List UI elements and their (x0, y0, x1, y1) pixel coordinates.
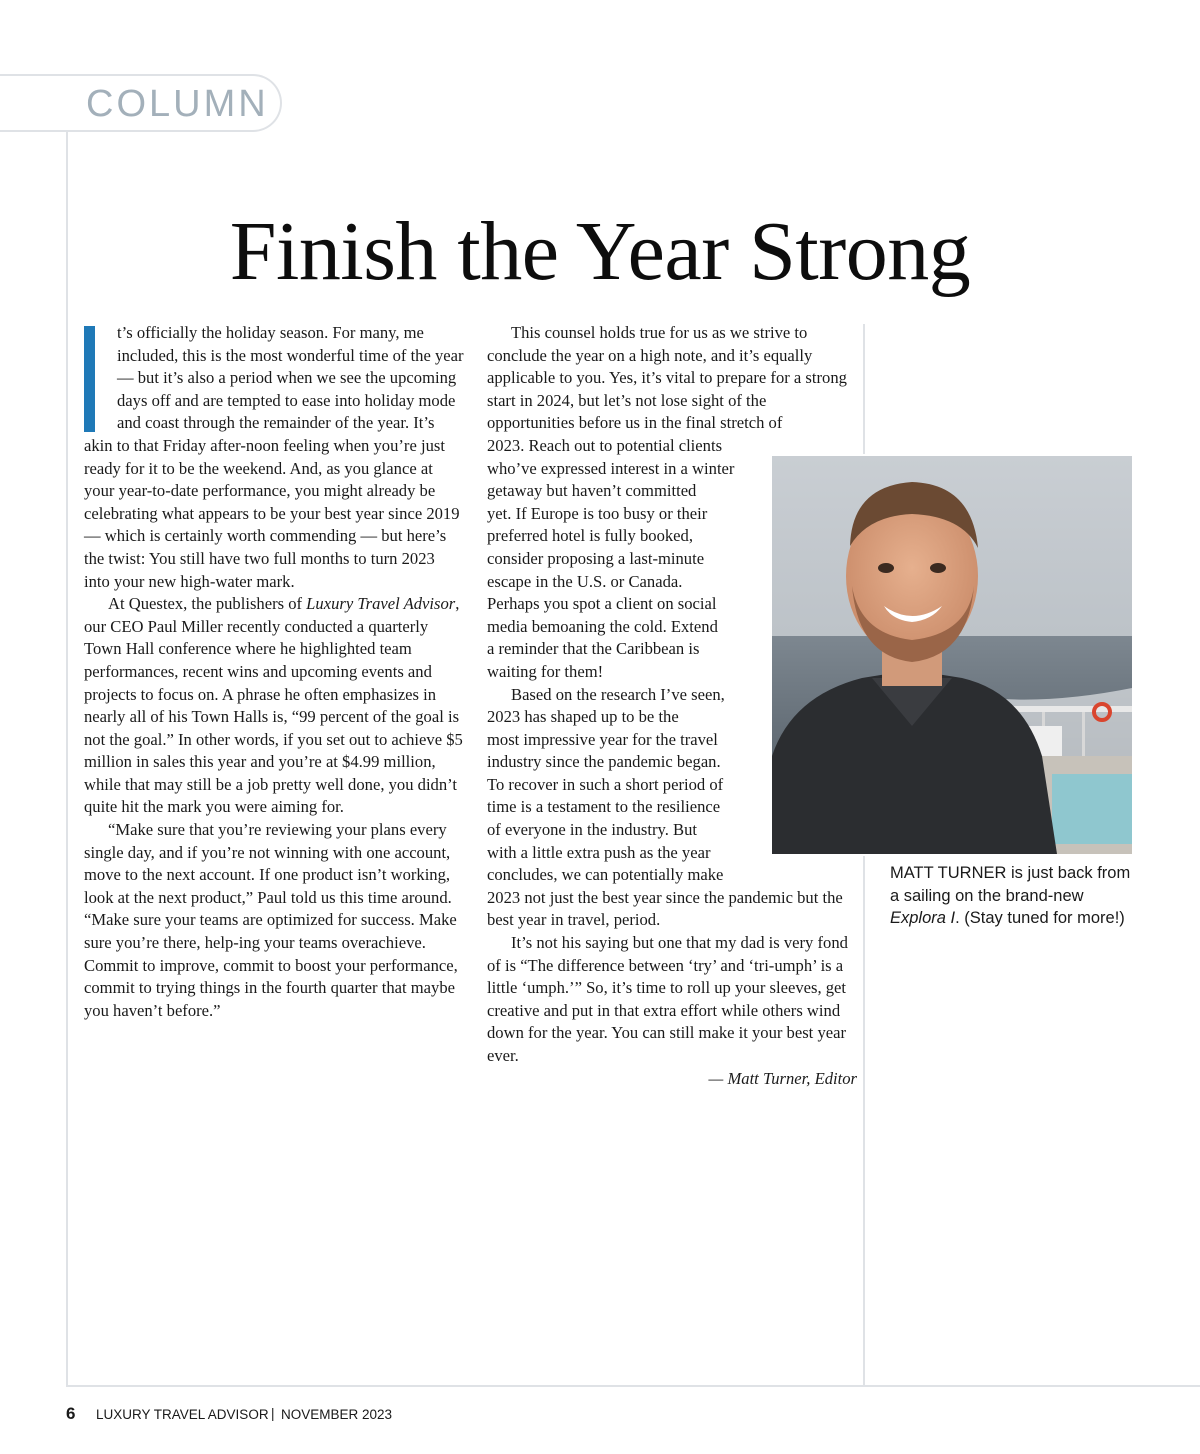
wrapped-line: of everyone in the industry. But (487, 820, 697, 840)
wrapped-line: To recover in such a short period of (487, 774, 724, 794)
wrapped-line: who’ve expressed interest in a winter (487, 458, 735, 478)
quote-paragraph: “Make sure that you’re reviewing your plans every single day, and if you’re not winning with one account, move to the next account. If one product isn’t working, look at the next product,” Paul told us this time around. “Make sure your teams are optimized for success. Make sure you’re there, help-ing your teams overachieve. Commit to improve, commit to boost your performance, commit to trying things in the fourth quarter that maybe you haven’t before.” (84, 820, 458, 1020)
wrapped-line: a reminder that the Caribbean is (487, 639, 700, 659)
wrapped-line: escape in the U.S. or Canada. (487, 571, 683, 591)
counsel-paragraph: This counsel holds true for us as we strive to conclude the year on a high note, and it’s equally applicable to you. Yes, it’s vital to prepare for a strong start in 2024, but let’s not lose sight of the opportunities before us in the final stretch of (487, 323, 847, 433)
wrapped-line: industry since the pandemic began. (487, 752, 721, 772)
wrapped-line: consider proposing a last-minute (487, 548, 705, 568)
questex-paragraph: At Questex, the publishers of Luxury Travel Advisor, our CEO Paul Miller recently conducted a quarterly Town Hall conference where he highlighted team performances, recent wins and upcoming events and projects to focus on. A phrase he often emphasizes in nearly all of his Town Halls is, “99 percent of the goal is not the goal.” In other words, if you set out to achieve $5 million in sales this year and you’re at $4.99 million, while that may still be a job pretty well done, you didn’t quite hit the mark you were aiming for. (84, 594, 463, 817)
wrapped-line: getaway but haven’t committed (487, 481, 697, 501)
wrapped-line: media bemoaning the cold. Extend (487, 616, 718, 636)
author-photo (772, 456, 1132, 854)
wrapped-line: yet. If Europe is too busy or their (487, 503, 708, 523)
author-signature: — Matt Turner, Editor (708, 1068, 857, 1088)
footer-publication: LUXURY TRAVEL ADVISOR (96, 1407, 269, 1422)
article-title: Finish the Year Strong (229, 205, 971, 298)
wrapped-text-block (487, 435, 757, 887)
column-divider-top (863, 324, 865, 454)
wrapped-line: time is a testament to the resilience (487, 797, 721, 817)
wrapped-line: waiting for them! (487, 661, 604, 681)
wrapped-line: most impressive year for the travel (487, 729, 718, 749)
footer-date: NOVEMBER 2023 (281, 1407, 393, 1422)
footer-separator: | (271, 1406, 275, 1421)
wrapped-line: Based on the research I’ve seen, (511, 684, 725, 704)
section-label: COLUMN (86, 83, 269, 125)
ship-name: Explora I (890, 909, 956, 927)
closing-paragraph: It’s not his saying but one that my dad is very fond of is “The difference between ‘try’ and ‘tri-umph’ is a little ‘umph.’” So, it’s time to roll up your sleeves, get creative and put in that extra effort while others wind down for the year. You can still make it your best year ever. (487, 933, 848, 1065)
best-year-paragraph: 2023 not just the best year since the pandemic but the best year in travel, period. (487, 887, 843, 930)
photo-caption: MATT TURNER is just back from a sailing on the brand-new Explora I. (Stay tuned for more!) (890, 864, 1131, 927)
wrapped-line: Perhaps you spot a client on social (487, 594, 717, 614)
article-column-left (84, 322, 464, 1022)
bottom-frame-rule (66, 1385, 1200, 1387)
column-divider-bottom (863, 856, 865, 1386)
wrapped-line: 2023. Reach out to potential clients (487, 435, 723, 455)
wrapped-line: with a little extra push as the year (487, 842, 711, 862)
left-frame-rule (66, 132, 68, 1386)
wrapped-line: preferred hotel is fully booked, (487, 526, 693, 546)
wrapped-line: 2023 has shaped up to be the (487, 707, 679, 727)
caption-name: MATT TURNER (890, 864, 1007, 882)
publication-name: Luxury Travel Advisor (306, 594, 456, 614)
page-number: 6 (66, 1404, 76, 1423)
opening-paragraph: t’s officially the holiday season. For many, me included, this is the most wonderful time of the year — but it’s also a period when we see the upcoming days off and are tempted to ease into holiday mode and coast through the remainder of the year. It’s akin to that Friday after-noon feeling when you’re just ready for it to be the weekend. And, as you glance at your year-to-date performance, you might already be celebrating what appears to be your best year since 2019 — which is certainly worth commending — but here’s the twist: You still have two full months to turn 2023 into your new high-water mark. (84, 323, 464, 591)
wrapped-line: concludes, we can potentially make (487, 865, 724, 885)
drop-cap-bar (84, 326, 95, 432)
